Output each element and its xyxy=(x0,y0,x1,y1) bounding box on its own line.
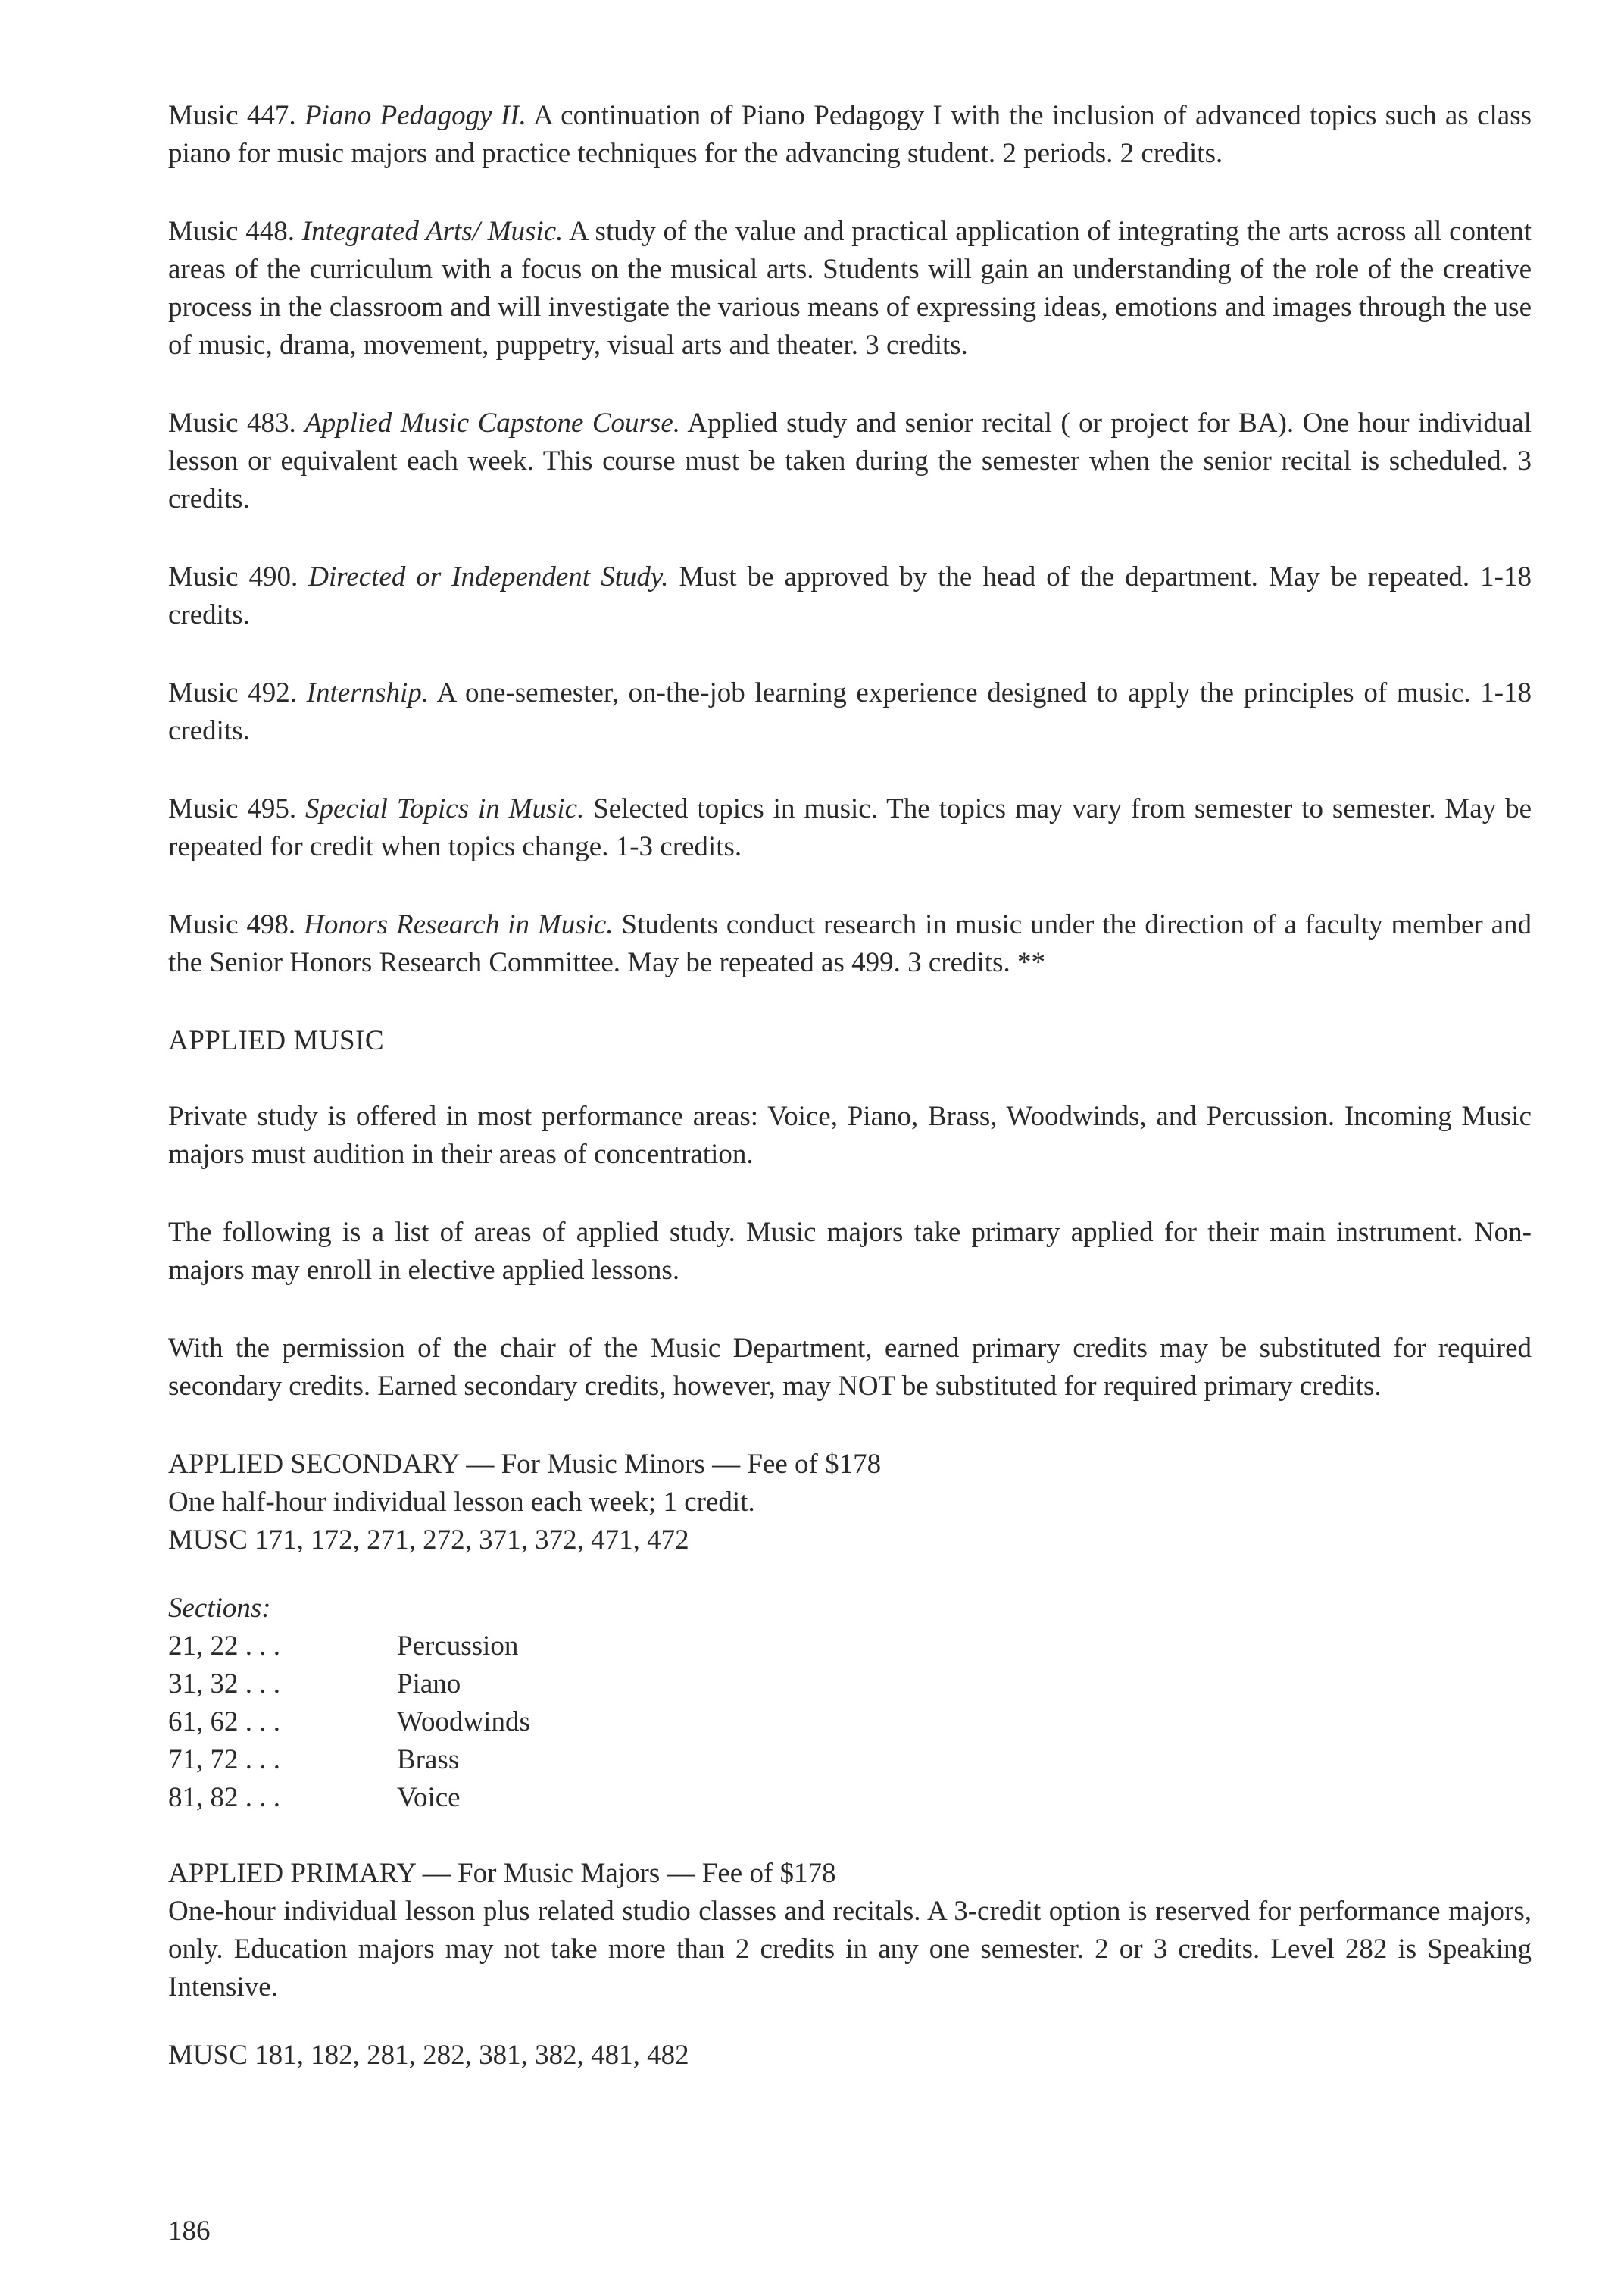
applied-secondary-heading: APPLIED SECONDARY — For Music Minors — Fee of $178 xyxy=(168,1449,882,1480)
course-number: Music 492. xyxy=(168,677,297,708)
applied-music-paragraph: The following is a list of areas of applied study. Music majors take primary applied for their main instrument. Non-majors may enroll in elective applied lessons. xyxy=(168,1217,1532,1286)
applied-primary-section xyxy=(168,1855,1532,2075)
page-content xyxy=(168,97,1532,2112)
course-description: A study of the value and practical application of integrating the arts across all content areas of the curriculum with a focus on the musical arts. Students will gain an understanding of the role of the creative process in the classroom and will investigate the various means of expressing ideas, emotions and images through the use of music, drama, movement, puppetry, visual arts and theater. 3 credits. xyxy=(168,216,1532,361)
applied-primary-courses: MUSC 181, 182, 281, 282, 381, 382, 481, 482 xyxy=(168,2040,689,2071)
page-number: 186 xyxy=(168,2215,211,2247)
course-description: Selected topics in music. The topics may vary from semester to semester. May be repeated for credit when topics change. 1-3 credits. xyxy=(168,793,1532,862)
section-row xyxy=(168,1779,1532,1817)
course-description: Applied study and senior recital ( or project for BA). One hour individual lesson or equivalent each week. This course must be taken during the semester when the senior recital is scheduled. 3 credits. xyxy=(168,408,1532,514)
course-entry xyxy=(168,790,1532,866)
section-numbers: 81, 82 . . . xyxy=(168,1782,280,1813)
applied-music-heading: APPLIED MUSIC xyxy=(168,1025,385,1056)
course-title: Internship. xyxy=(306,677,429,708)
course-title: Piano Pedagogy II. xyxy=(304,100,526,131)
section-area: Piano xyxy=(397,1668,461,1699)
course-title: Honors Research in Music. xyxy=(304,909,614,940)
section-numbers: 21, 22 . . . xyxy=(168,1631,280,1662)
section-area: Percussion xyxy=(397,1631,519,1662)
applied-music-paragraph: Private study is offered in most performance areas: Voice, Piano, Brass, Woodwinds, and Percussion. Incoming Music majors must audition in their areas of concentration. xyxy=(168,1101,1532,1170)
course-number: Music 498. xyxy=(168,909,296,940)
section-numbers: 61, 62 . . . xyxy=(168,1706,280,1737)
course-entry xyxy=(168,405,1532,518)
section-area: Woodwinds xyxy=(397,1706,530,1737)
course-entry xyxy=(168,906,1532,982)
section-numbers: 71, 72 . . . xyxy=(168,1744,280,1775)
applied-music-paragraph: With the permission of the chair of the Music Department, earned primary credits may be substituted for required secondary credits. Earned secondary credits, however, may NOT be substituted for required primary credits. xyxy=(168,1333,1532,1402)
applied-primary-description: One-hour individual lesson plus related studio classes and recitals. A 3-credit option is reserved for performance majors, only. Education majors may not take more than 2 credits in any one semester. 2 or 3 credits. Level 282 is Speaking Intensive. xyxy=(168,1896,1532,2003)
course-description: Students conduct research in music under the direction of a faculty member and the Senior Honors Research Committee. May be repeated as 499. 3 credits. ** xyxy=(168,909,1532,978)
section-row xyxy=(168,1665,1532,1703)
section-numbers: 31, 32 . . . xyxy=(168,1668,280,1699)
course-title: Applied Music Capstone Course. xyxy=(304,408,680,439)
course-entry xyxy=(168,558,1532,634)
course-number: Music 448. xyxy=(168,216,295,247)
section-row xyxy=(168,1703,1532,1741)
section-area: Brass xyxy=(397,1744,460,1775)
course-description: A one-semester, on-the-job learning experience designed to apply the principles of music. 1-18 credits. xyxy=(168,677,1532,746)
course-title: Integrated Arts/ Music. xyxy=(301,216,564,247)
applied-secondary-section xyxy=(168,1446,1532,1817)
applied-primary-heading: APPLIED PRIMARY — For Music Majors — Fee of $178 xyxy=(168,1858,836,1889)
course-number: Music 490. xyxy=(168,561,298,593)
applied-secondary-line: One half-hour individual lesson each week; 1 credit. xyxy=(168,1487,755,1518)
section-area: Voice xyxy=(397,1782,461,1813)
section-row xyxy=(168,1741,1532,1779)
course-entry xyxy=(168,674,1532,750)
section-row xyxy=(168,1627,1532,1665)
course-description: Must be approved by the head of the department. May be repeated. 1-18 credits. xyxy=(168,561,1532,630)
applied-secondary-courses: MUSC 171, 172, 271, 272, 371, 372, 471, 472 xyxy=(168,1524,689,1556)
course-title: Directed or Independent Study. xyxy=(308,561,669,593)
course-description: A continuation of Piano Pedagogy I with the inclusion of advanced topics such as class piano for music majors and practice techniques for the advancing student. 2 periods. 2 credits. xyxy=(168,100,1532,169)
course-title: Special Topics in Music. xyxy=(305,793,585,824)
course-entry xyxy=(168,97,1532,173)
course-entry xyxy=(168,213,1532,364)
sections-label: Sections: xyxy=(168,1593,271,1624)
course-number: Music 447. xyxy=(168,100,296,131)
course-number: Music 483. xyxy=(168,408,296,439)
course-number: Music 495. xyxy=(168,793,297,824)
